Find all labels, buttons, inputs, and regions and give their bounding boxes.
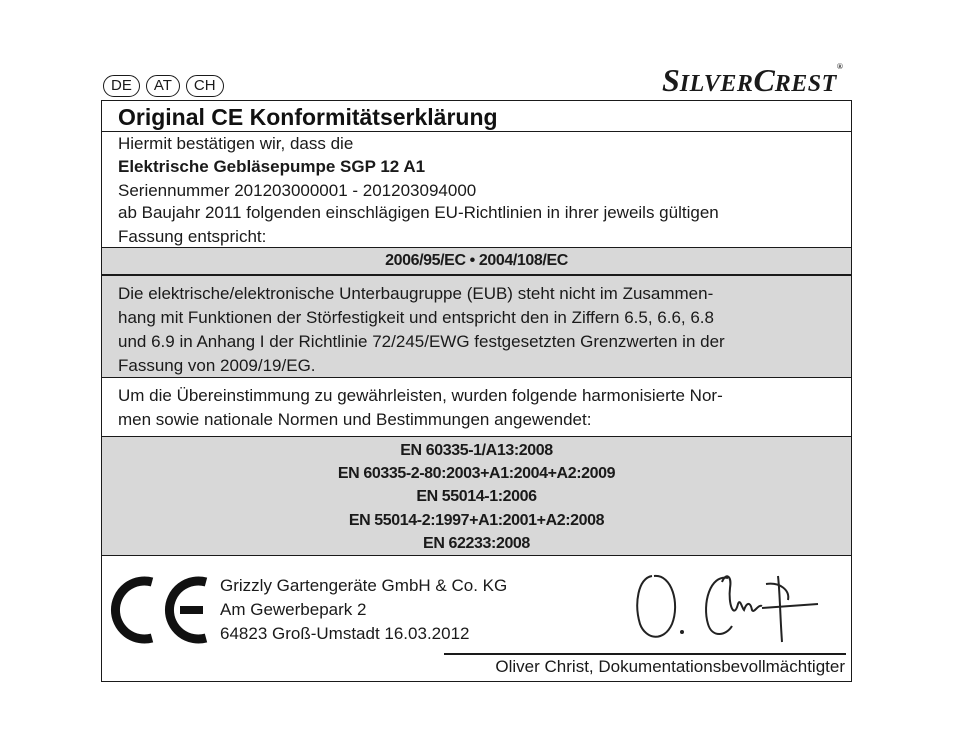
norm-item: EN 62233:2008 [423, 535, 530, 552]
norms-section [102, 437, 851, 556]
silvercrest-logo: SILVERCREST® [662, 62, 843, 98]
product-name: Elektrische Gebläsepumpe SGP 12 A1 [118, 157, 426, 176]
country-badge-de: DE [103, 75, 140, 97]
handwritten-signature [630, 564, 830, 654]
eub-line: und 6.9 in Anhang I der Richtlinie 72/245/EWG festgesetzten Grenzwerten in der [118, 332, 725, 351]
norms-intro-line: Um die Übereinstimmung zu gewährleisten, wurden folgende harmonisierte Nor- [118, 386, 723, 405]
declaration-document [101, 100, 852, 682]
serial-number: Seriennummer 201203000001 - 201203094000 [118, 181, 477, 200]
country-badges [103, 75, 224, 97]
intro-line: Hiermit bestätigen wir, dass die [118, 134, 354, 153]
directives-text: 2006/95/EC • 2004/108/EC [385, 252, 568, 269]
signatory-name: Oliver Christ, Dokumentationsbevollmächtigter [495, 657, 845, 676]
norm-item: EN 60335-2-80:2003+A1:2004+A2:2009 [337, 465, 616, 482]
company-name: Grizzly Gartengeräte GmbH & Co. KG [220, 576, 508, 595]
eub-line: Fassung von 2009/19/EG. [118, 356, 316, 375]
document-title: Original CE Konformitätserklärung [118, 104, 498, 130]
intro-line: ab Baujahr 2011 folgenden einschlägigen EU-Richtlinien in ihrer jeweils gültigen [118, 203, 719, 222]
country-badge-at: AT [146, 75, 180, 97]
norm-item: EN 55014-1:2006 [416, 488, 537, 505]
norm-item: EN 60335-1/A13:2008 [400, 442, 553, 459]
norm-item: EN 55014-2:1997+A1:2001+A2:2008 [348, 512, 605, 529]
company-street: Am Gewerbepark 2 [220, 600, 367, 619]
eub-section [102, 276, 851, 378]
intro-line: Fassung entspricht: [118, 227, 267, 246]
directives-section [102, 248, 851, 276]
country-badge-ch: CH [186, 75, 224, 97]
norms-intro-line: men sowie nationale Normen und Bestimmungen angewendet: [118, 410, 592, 429]
ce-mark-icon [110, 570, 210, 650]
norms-intro-section [102, 378, 851, 437]
eub-line: hang mit Funktionen der Störfestigkeit und entspricht den in Ziffern 6.5, 6.6, 6.8 [118, 308, 714, 327]
signature-line [444, 653, 846, 655]
company-city-date: 64823 Groß-Umstadt 16.03.2012 [220, 624, 470, 643]
intro-section [102, 101, 851, 248]
eub-line: Die elektrische/elektronische Unterbaugruppe (EUB) steht nicht im Zusammen- [118, 284, 714, 303]
signature-section [102, 556, 851, 681]
